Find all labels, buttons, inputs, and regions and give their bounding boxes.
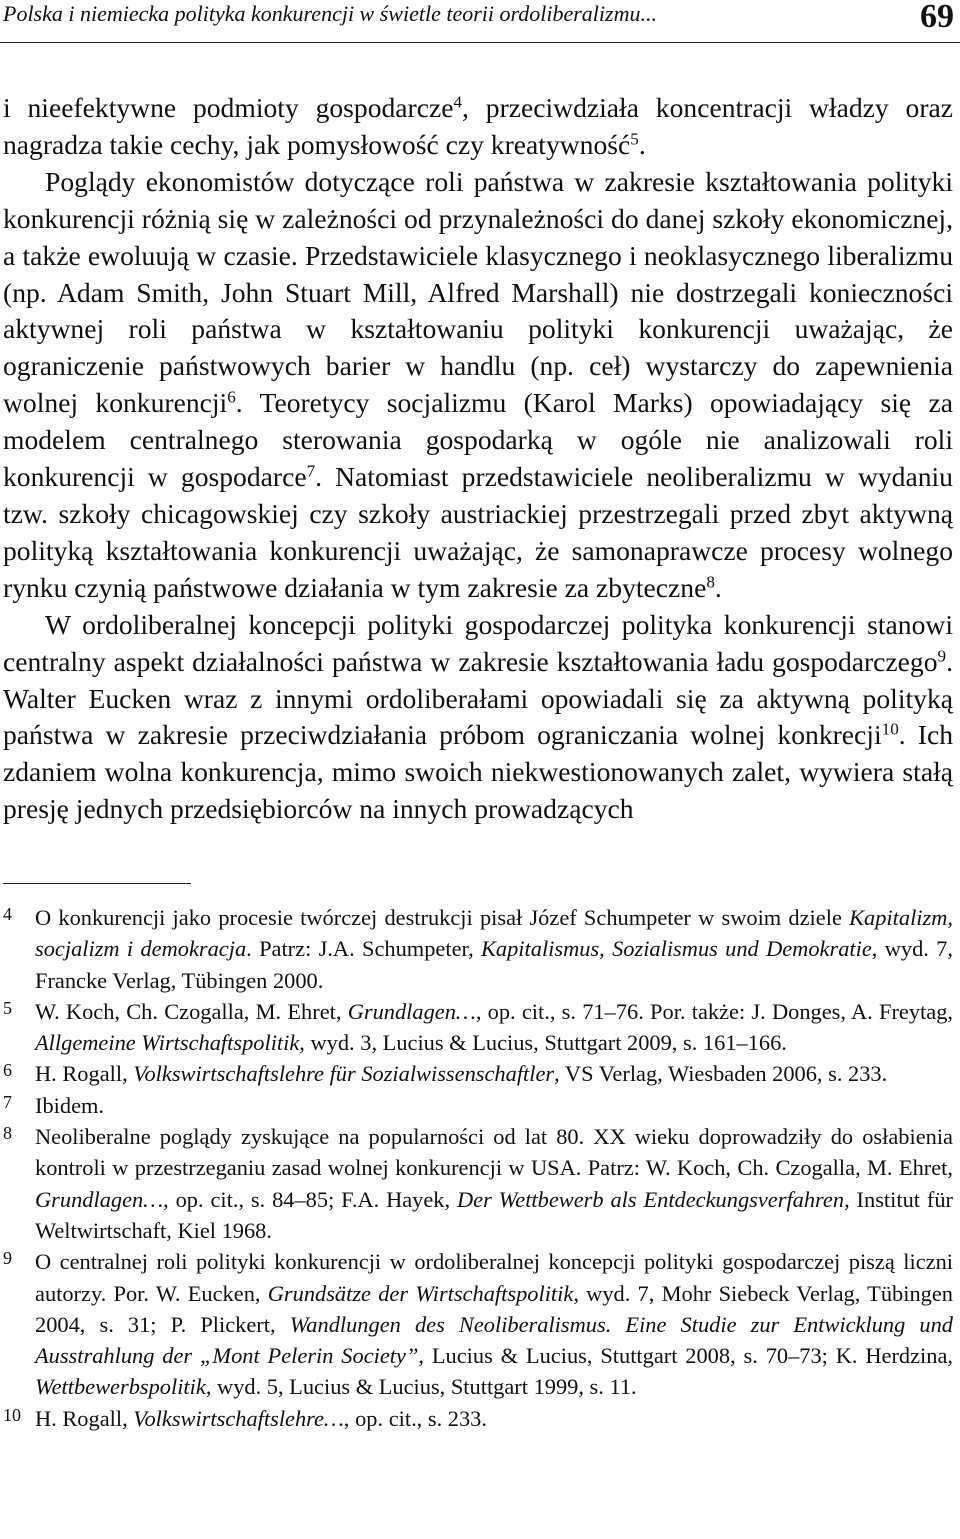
title-italic: Der Wettbewerb als Entdeckungsverfahren [456,1186,845,1212]
title-italic: Kapitalismus, Sozialismus und Demokratie [480,936,872,962]
footnote-number: 9 [3,1248,12,1269]
text-run: , przeciwdziała koncentracji władzy oraz nagradza takie cechy, jak pomysłowość czy kreatywność [3,92,954,160]
text-run: . [638,128,646,160]
footnote-5 [3,996,953,1059]
text-run: , Institut für Weltwirtschaft, Kiel 1968. [35,1186,953,1243]
title-italic: Wandlungen des Neoliberalismus. Eine Studie zur Entwicklung und Ausstrahlung der „Mont Pelerin Society” [35,1311,954,1369]
text-run: Ibidem. [35,1092,105,1118]
footnote-number: 7 [3,1091,12,1112]
footnote-text [35,1058,953,1089]
footnote-separator [3,883,191,884]
text-run: , wyd. 7, Mohr Siebeck Verlag, Tübingen 2004, s. 31; P. Plickert, [35,1280,953,1337]
footnote-4 [3,902,953,996]
text-run: , VS Verlag, Wiesbaden 2006, s. 233. [554,1061,888,1087]
text-run: Poglądy ekonomistów dotyczące roli państwa w zakresie kształtowania polityki konkurencji różnią się w zależności od przynależności do danej szkoły ekonomicznej, a także ewoluują w czasie. Przedstawiciele klasycznego i neoklasycznego liberalizmu (np. Adam Smith, John Stuart Mill, Alfred Marshall) nie dostrzegali konieczności aktywnej roli państwa w kształtowaniu polityki konkurencji uważając, że ograniczenie państwowych barier w handlu (np. ceł) wystarczy do zapewnienia wolnej konkurencji [3,165,953,419]
title-italic: Allgemeine Wirtschaftspolitik [35,1030,300,1056]
title-italic: Volkswirtschaftslehre… [133,1405,344,1431]
text-run: , op. cit., s. 71–76. Por. także: J. Donges, A. Freytag, [475,998,953,1024]
title-italic: Wettbewerbspolitik [35,1374,206,1400]
footnote-number: 10 [3,1404,21,1425]
title-italic: Grundlagen… [347,998,476,1024]
page-number: 69 [920,0,954,35]
text-run: . [714,571,722,603]
text-run: H. Rogall, [35,1405,134,1431]
text-run: O centralnej roli polityki konkurencji w ordoliberalnej koncepcji polityki gospodarczej piszą liczni autorzy. Por. W. Eucken, [35,1249,953,1306]
footnote-text [35,1090,953,1121]
footnote-9 [3,1246,953,1402]
footnote-text [35,996,953,1059]
footnote-number: 4 [3,904,12,924]
text-run: . Walter Eucken wraz z innymi ordoliberałami opowiadali się za aktywną polityką państwa w zakresie przeciwdziałania próbom ograniczania wolnej konkrecji [3,645,953,751]
text-run: Neoliberalne poglądy zyskujące na popularności od lat 80. XX wieku doprowadziły do osłabienia kontroli w przestrzeganiu zasad wolnej konkurencji w USA. Patrz: W. Koch, Ch. Czogalla, M. Ehret, [35,1124,953,1181]
footnote-6 [3,1058,953,1089]
text-run: . Ich zdaniem wolna konkurencja, mimo swoich niekwestionowanych zalet, wywiera stałą presję jednych przedsiębiorców na innych prowadzących [3,719,954,825]
text-run: i nieefektywne podmioty gospodarcze [3,92,454,123]
text-run: , wyd. 3, Lucius & Lucius, Stuttgart 2009, s. 161–166. [299,1030,787,1056]
footnote-number: 6 [3,1060,12,1081]
footnote-10 [3,1403,953,1434]
footnote-ref: 9 [937,646,947,666]
paragraph-3 [3,607,953,828]
footnote-ref: 7 [306,461,316,481]
footnote-ref: 4 [453,92,463,112]
text-run: O konkurencji jako procesie twórczej destrukcji pisał Józef Schumpeter w swoim dziele [35,905,850,930]
paragraph-1 [3,90,953,164]
footnote-ref: 8 [706,572,715,592]
title-italic: Kapitalizm, socjalizm i demokracja [35,905,953,962]
text-run: , op. cit., s. 233. [343,1405,487,1431]
text-run: . Natomiast przedstawiciele neoliberalizmu w wydaniu tzw. szkoły chicagowskiej czy szkoły austriackiej przestrzegali przed zbyt aktywną polityką kształtowania konkurencji uważając, że samonaprawcze procesy wolnego rynku czynią państwowe działania w tym zakresie za zbyteczne [3,461,953,603]
footnote-ref: 5 [630,129,639,149]
footnote-text [35,1403,953,1434]
main-text [3,90,953,828]
running-header [0,0,960,43]
footnote-number: 5 [3,997,12,1018]
footnote-ref: 10 [881,720,899,739]
footnote-8 [3,1121,953,1246]
text-run: . Patrz: J.A. Schumpeter, [246,936,481,962]
text-run: , Lucius & Lucius, Stuttgart 2008, s. 70–73; K. Herdzina, [418,1343,954,1369]
footnote-ref: 6 [227,387,236,407]
text-run: , wyd. 7, Francke Verlag, Tübingen 2000. [35,936,953,993]
footnote-text [35,902,953,996]
title-italic: Volkswirtschaftslehre für Sozialwissenschaftler [133,1061,555,1087]
text-run: , op. cit., s. 84–85; F.A. Hayek, [163,1186,457,1212]
text-run: W. Koch, Ch. Czogalla, M. Ehret, [35,998,348,1024]
running-title: Polska i niemiecka polityka konkurencji w świetle teorii ordoliberalizmu... [3,1,657,26]
text-run: W ordoliberalnej koncepcji polityki gospodarczej polityka konkurencji stanowi centralny aspekt działalności państwa w zakresie kształtowania ładu gospodarczego [3,608,953,677]
text-run: H. Rogall, [35,1061,134,1087]
footnotes [3,902,953,1434]
text-run: . Teoretycy socjalizmu (Karol Marks) opowiadający się za modelem centralnego sterowania gospodarką w ogóle nie analizowali roli konkurencji w gospodarce [3,387,953,493]
footnote-text [35,1121,953,1246]
footnote-text [35,1246,953,1402]
title-italic: Grundlagen… [35,1186,164,1212]
footnote-number: 8 [3,1123,12,1144]
text-run: , wyd. 5, Lucius & Lucius, Stuttgart 1999, s. 11. [205,1374,637,1400]
paragraph-2 [3,164,953,607]
footnote-7 [3,1090,953,1121]
title-italic: Grundsätze der Wirtschaftspolitik [267,1280,574,1306]
